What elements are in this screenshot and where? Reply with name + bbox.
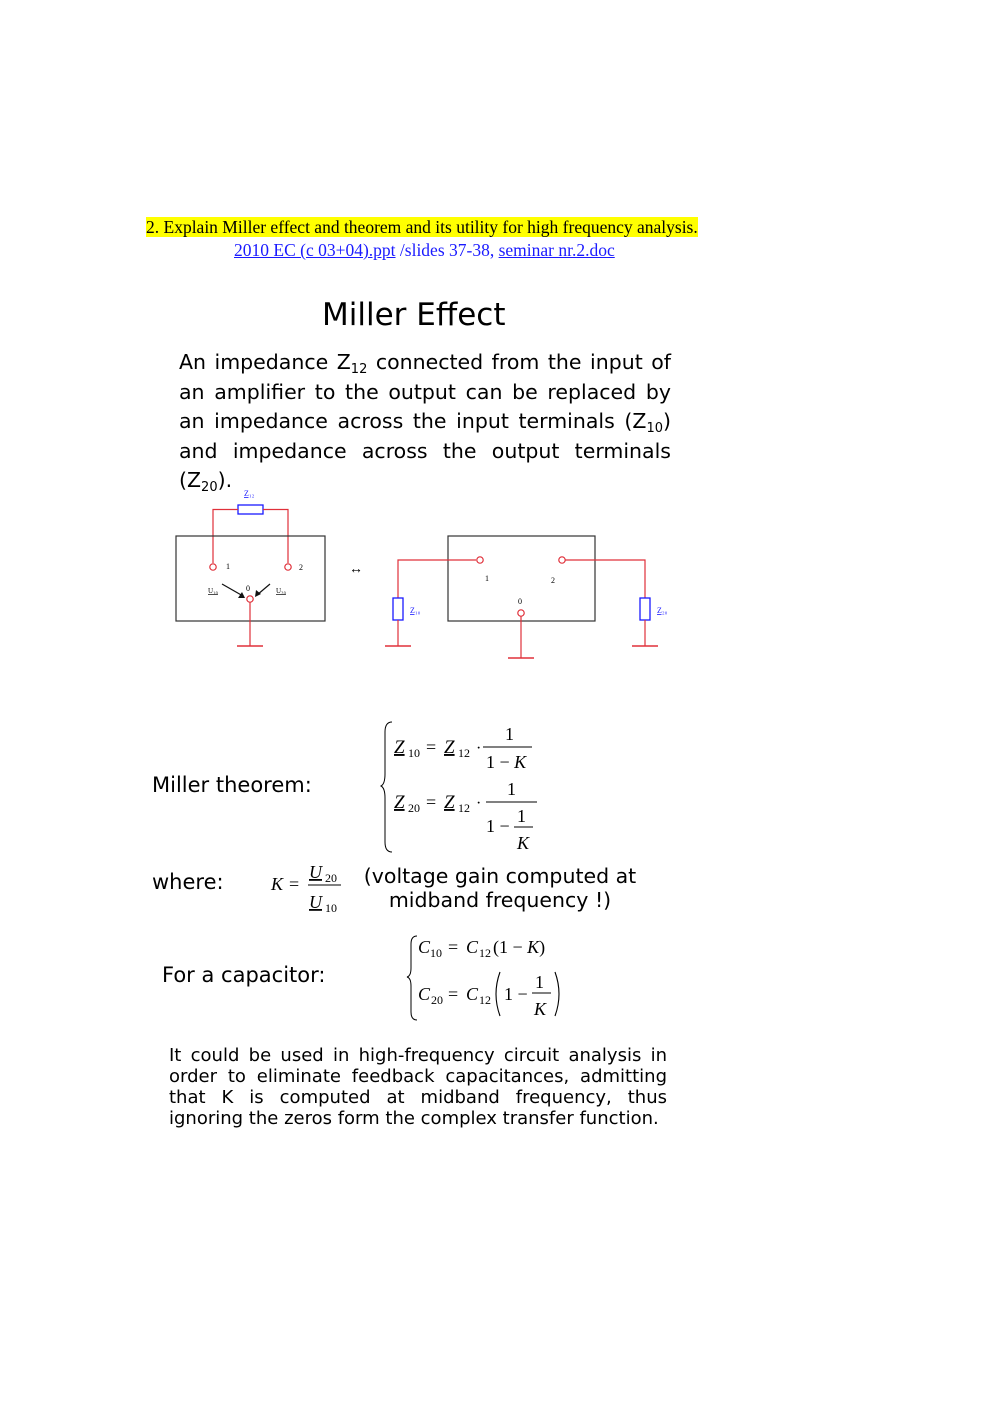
z10-label: Z₁₀ xyxy=(410,606,421,615)
z12-resistor xyxy=(238,505,263,514)
eq1-sub10: 10 xyxy=(408,746,420,760)
cap-eq2-num: 1 xyxy=(535,972,544,992)
label-node-1: 1 xyxy=(226,562,230,571)
brace xyxy=(381,722,392,852)
intro-paragraph xyxy=(179,348,671,496)
u10-arrowhead xyxy=(238,592,245,598)
cap-eq1-factor: (1 − K) xyxy=(493,937,546,957)
gain-note-line-2: midband frequency !) xyxy=(388,888,612,912)
slides-text: /slides 37-38, xyxy=(395,240,499,260)
c10-symbol: C xyxy=(418,937,431,957)
where-label: where: xyxy=(152,870,224,894)
node-0-right xyxy=(518,610,524,616)
eq1-z: Z xyxy=(394,737,405,758)
z10-wire-top xyxy=(398,560,476,598)
cap-eq2-equals: = xyxy=(448,984,459,1004)
eq2-dot: · xyxy=(476,795,482,812)
gain-note xyxy=(362,864,638,912)
cap-eq2-den: K xyxy=(534,999,547,1019)
paren-left xyxy=(496,972,500,1016)
intro-text-2: connected from the input of an amplifier to the output can be replaced by an impedance across the input terminals (Z xyxy=(179,350,671,433)
label-node-0: 0 xyxy=(246,584,250,593)
eq1-equals: = xyxy=(426,737,437,757)
intro-text-1: An impedance Z xyxy=(179,350,351,374)
c20-symbol: C xyxy=(418,984,431,1004)
capacitor-label: For a capacitor: xyxy=(162,963,326,987)
page-title: Miller Effect xyxy=(322,297,506,333)
c12-symbol-1: C xyxy=(466,937,479,957)
eq2-num: 1 xyxy=(507,779,516,799)
eq1-num: 1 xyxy=(505,724,514,744)
paren-right xyxy=(555,972,559,1016)
eq2-sub20: 20 xyxy=(408,801,420,815)
doc-link[interactable]: seminar nr.2.doc xyxy=(498,240,615,260)
eq2-den: 1 − xyxy=(486,816,510,836)
gain-note-line-1: (voltage gain computed at xyxy=(363,864,637,888)
reference-links xyxy=(234,240,615,261)
intro-text-4: ). xyxy=(217,468,233,492)
eq2-equals: = xyxy=(426,792,437,812)
amplifier-box-right xyxy=(448,536,595,621)
u20-arrowhead xyxy=(255,590,261,597)
z20-resistor xyxy=(640,598,650,620)
gain-definition xyxy=(268,858,348,918)
eq2-inner-den: K xyxy=(517,833,530,853)
k-symbol: K xyxy=(271,874,284,894)
intro-sub-20: 20 xyxy=(201,480,218,495)
equivalence-arrow: ↔ xyxy=(349,562,363,577)
u10-label: U₁₀ xyxy=(208,587,218,595)
z12-label: Z₁₂ xyxy=(244,489,255,498)
node-1-left xyxy=(210,564,216,570)
label-node-1-right: 1 xyxy=(485,574,489,583)
u10-den: U xyxy=(309,892,322,912)
u20-num: U xyxy=(309,862,322,882)
label-node-2: 2 xyxy=(299,563,303,572)
z20-label: Z₂₀ xyxy=(657,606,668,615)
node-2-left xyxy=(285,564,291,570)
miller-theorem-equations xyxy=(380,718,550,856)
cap-eq2-one-minus: 1 − xyxy=(504,984,528,1004)
c20-sub: 20 xyxy=(431,993,443,1007)
z20-wire-top xyxy=(565,560,645,598)
u10-arrow xyxy=(222,584,243,596)
c12-symbol-2: C xyxy=(466,984,479,1004)
label-node-0-right: 0 xyxy=(518,597,522,606)
intro-sub-10: 10 xyxy=(646,421,663,436)
eq2-sub12: 12 xyxy=(458,801,470,815)
z10-resistor xyxy=(393,598,403,620)
capacitor-equations xyxy=(402,932,577,1024)
cap-eq1-equals: = xyxy=(448,937,459,957)
node-2-right xyxy=(559,557,565,563)
label-node-2-right: 2 xyxy=(551,576,555,585)
c10-sub: 10 xyxy=(430,946,442,960)
cap-brace xyxy=(407,936,417,1020)
u20-label: U₂₀ xyxy=(276,587,286,595)
question-text: 2. Explain Miller effect and theorem and its utility for high frequency analysis. xyxy=(146,217,698,237)
eq1-sub12: 12 xyxy=(458,746,470,760)
c12-sub-2: 12 xyxy=(479,993,491,1007)
u20-sub: 20 xyxy=(325,871,337,885)
node-0-left xyxy=(247,596,253,602)
eq2-z: Z xyxy=(394,792,405,813)
intro-text-3: ) and impedance across the output terminals (Z xyxy=(179,409,671,492)
node-1-right xyxy=(477,557,483,563)
c12-sub-1: 12 xyxy=(479,946,491,960)
intro-sub-12: 12 xyxy=(350,362,368,377)
eq1-z12: Z xyxy=(444,737,455,758)
miller-circuit-diagram xyxy=(0,480,992,670)
miller-theorem-label: Miller theorem: xyxy=(152,773,312,797)
eq2-z12: Z xyxy=(444,792,455,813)
eq2-inner-num: 1 xyxy=(517,806,526,826)
question-line xyxy=(146,217,698,238)
ppt-link[interactable]: 2010 EC (c 03+04).ppt xyxy=(234,240,396,260)
u10-sub: 10 xyxy=(325,901,337,915)
eq1-den: 1 − K xyxy=(486,752,527,772)
closing-paragraph: It could be used in high-frequency circuit analysis in order to eliminate feedback capacitances, admitting that K is computed at midband frequency, thus ignoring the zeros form the complex transfer function. xyxy=(169,1045,667,1129)
eq1-dot: · xyxy=(476,740,482,757)
k-equals: = xyxy=(289,874,300,894)
